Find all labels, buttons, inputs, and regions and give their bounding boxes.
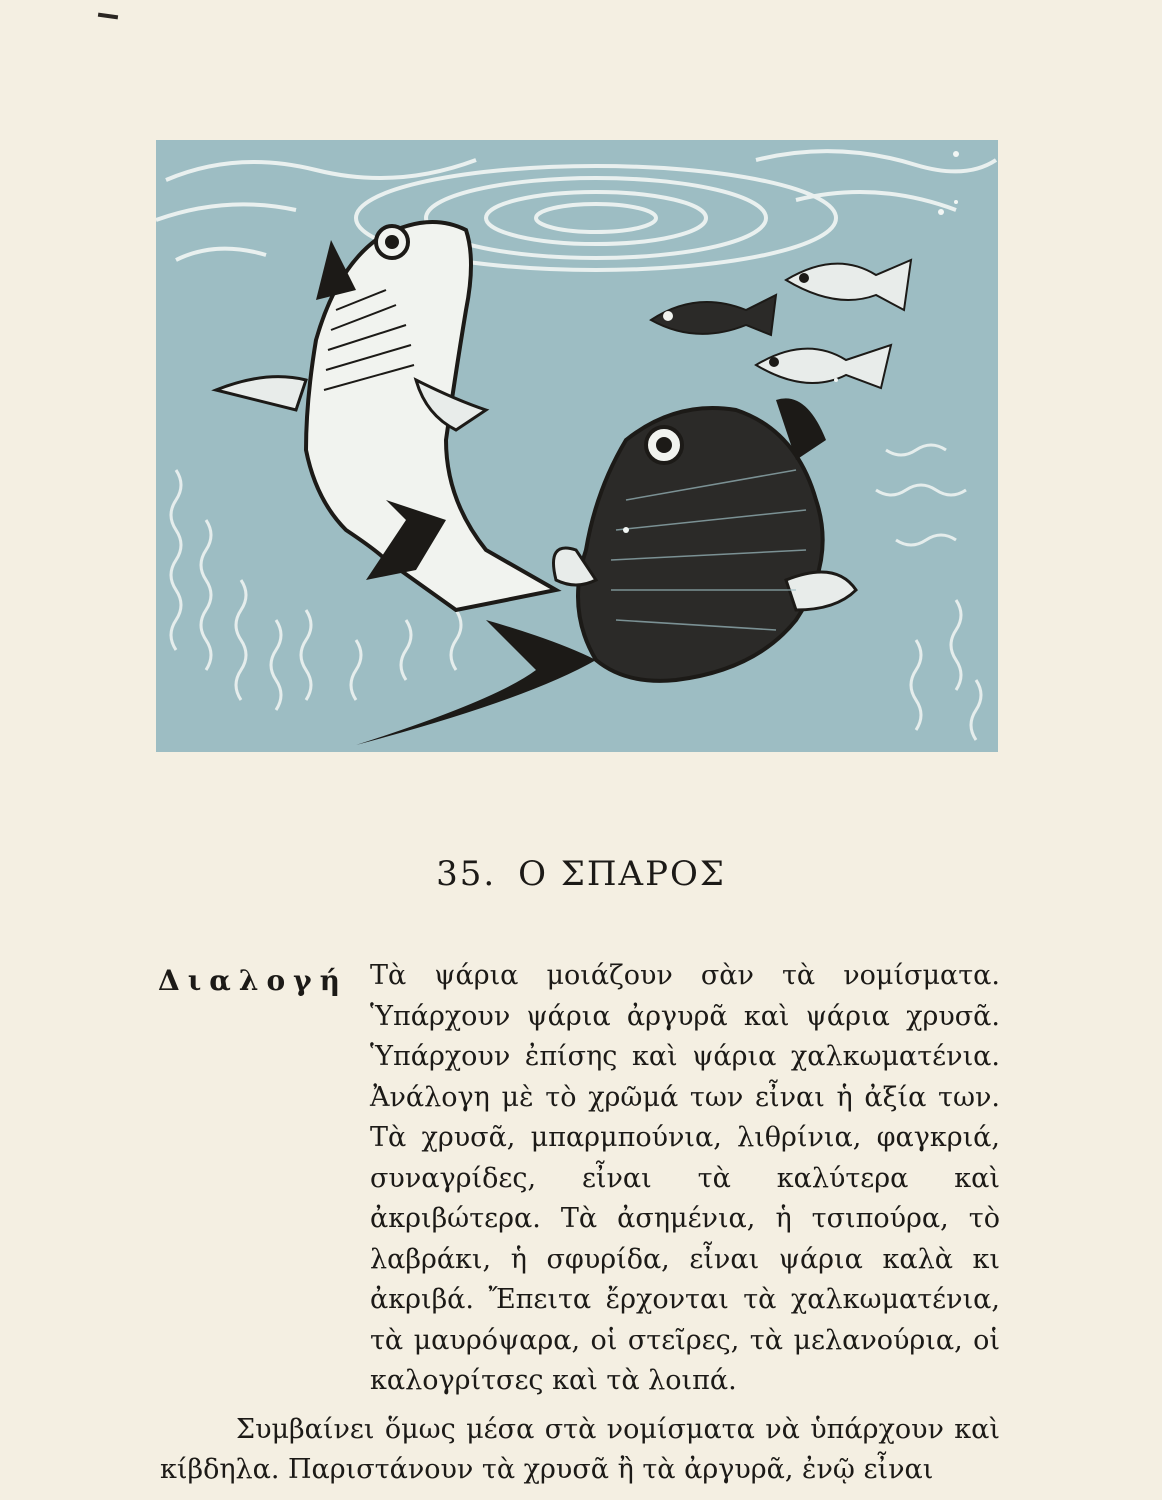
chapter-heading [0, 854, 1162, 894]
small-fish-3 [756, 345, 891, 388]
paragraph-2: Συμβαίνει ὅμως μέσα στὰ νομίσματα νὰ ὑπάρχουν καὶ κίβδηλα. Παριστάνουν τὰ χρυσᾶ ἢ τὰ ἀργυρᾶ, ἐνῷ εἶναι [160, 1413, 1000, 1485]
small-fish-1 [651, 295, 776, 335]
small-fish-2 [786, 260, 911, 310]
large-fish-left [216, 222, 556, 610]
body-text [160, 956, 1000, 1491]
water-streaks [171, 445, 981, 740]
corner-ink-mark [98, 13, 118, 20]
small-fish-group [651, 260, 911, 388]
margin-note: Διαλογή [158, 964, 348, 997]
fish-illustration [156, 140, 998, 752]
chapter-number: 35. [436, 854, 497, 894]
chapter-title: Ο ΣΠΑΡΟΣ [518, 854, 726, 894]
water-ripples [156, 151, 996, 270]
paragraph-1: Τὰ ψάρια μοιάζουν σὰν τὰ νομίσματα. Ὑπάρχουν ψάρια ἀργυρᾶ καὶ ψάρια χρυσᾶ. Ὑπάρχουν ἐπίσης καὶ ψάρια χαλκωματένια. Ἀνάλογη μὲ τὸ χρῶμά των εἶναι ἡ ἀξία των. Τὰ χρυσᾶ, μπαρμπούνια, λιθρίνια, φαγκριά, συναγρίδες, εἶναι τὰ καλύτερα καὶ ἀκριβώτερα. Τὰ ἀσημένια, ἡ τσιπούρα, τὸ λαβράκι, ἡ σφυρίδα, εἶναι ψάρια καλὰ κι ἀκριβά. Ἔπειτα ἔρχονται τὰ χαλκωματένια, τὰ μαυρόψαρα, οἱ στεῖρες, τὰ μελανούρια, οἱ καλογρίτσες καὶ τὰ λοιπά. [370, 960, 1000, 1396]
fish-woodcut-image [156, 140, 998, 752]
